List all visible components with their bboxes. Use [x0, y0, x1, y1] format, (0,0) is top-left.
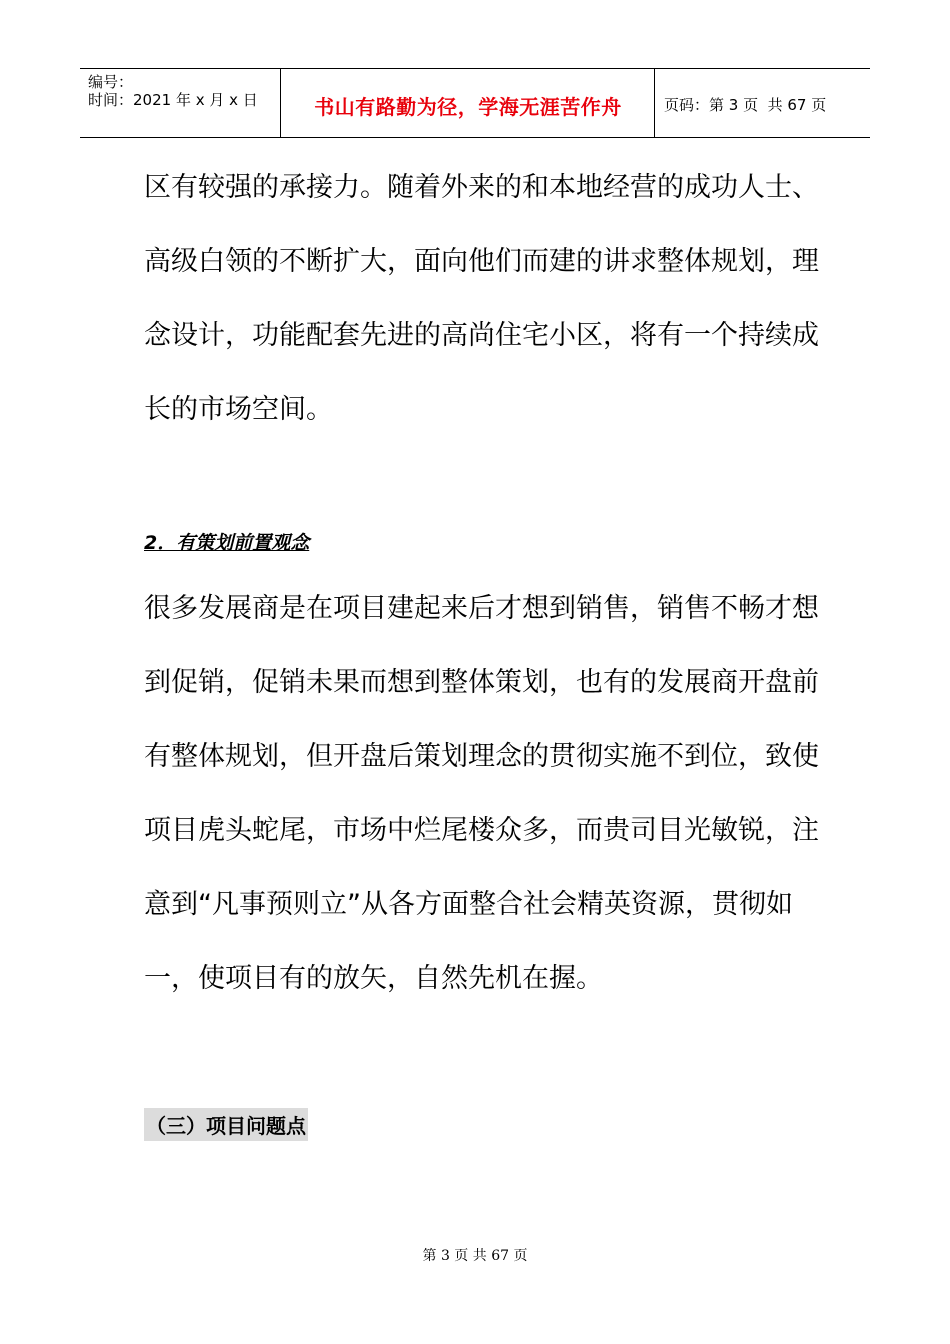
header-motto: 书山有路勤为径，学海无涯苦作舟 — [314, 94, 622, 119]
header-page-info: 页码：第 3 页 共 67 页 — [664, 95, 827, 114]
body-paragraph-1: 区有较强的承接力。随着外来的和本地经营的成功人士、高级白领的不断扩大，面向他们而建的讲求整体规划，理念设计，功能配套先进的高尚住宅小区，将有一个持续成长的市场空间。 — [144, 172, 819, 425]
document-time-label: 时间：2021 年 x 月 x 日 — [88, 91, 258, 109]
page-footer: 第 3 页 共 67 页 — [422, 1248, 528, 1264]
body-paragraph-2: 很多发展商是在项目建起来后才想到销售，销售不畅才想到促销，促销未果而想到整体策划，也有的发展商开盘前有整体规划，但开盘后策划理念的贯彻实施不到位，致使项目虎头蛇尾，市场中烂尾楼众多，而贵司目光敏锐，注意到“凡事预则立”从各方面整合社会精英资源，贯彻如一，使项目有的放矢，自然先机在握。 — [144, 593, 819, 994]
section-heading-3: （三）项目问题点 — [144, 1108, 308, 1141]
page-header — [80, 68, 870, 138]
header-divider — [280, 69, 281, 137]
header-meta — [80, 69, 280, 137]
section-heading-2: 2．有策划前置观念 — [144, 532, 310, 554]
document-number-label: 编号： — [88, 73, 134, 91]
header-divider — [654, 69, 655, 137]
